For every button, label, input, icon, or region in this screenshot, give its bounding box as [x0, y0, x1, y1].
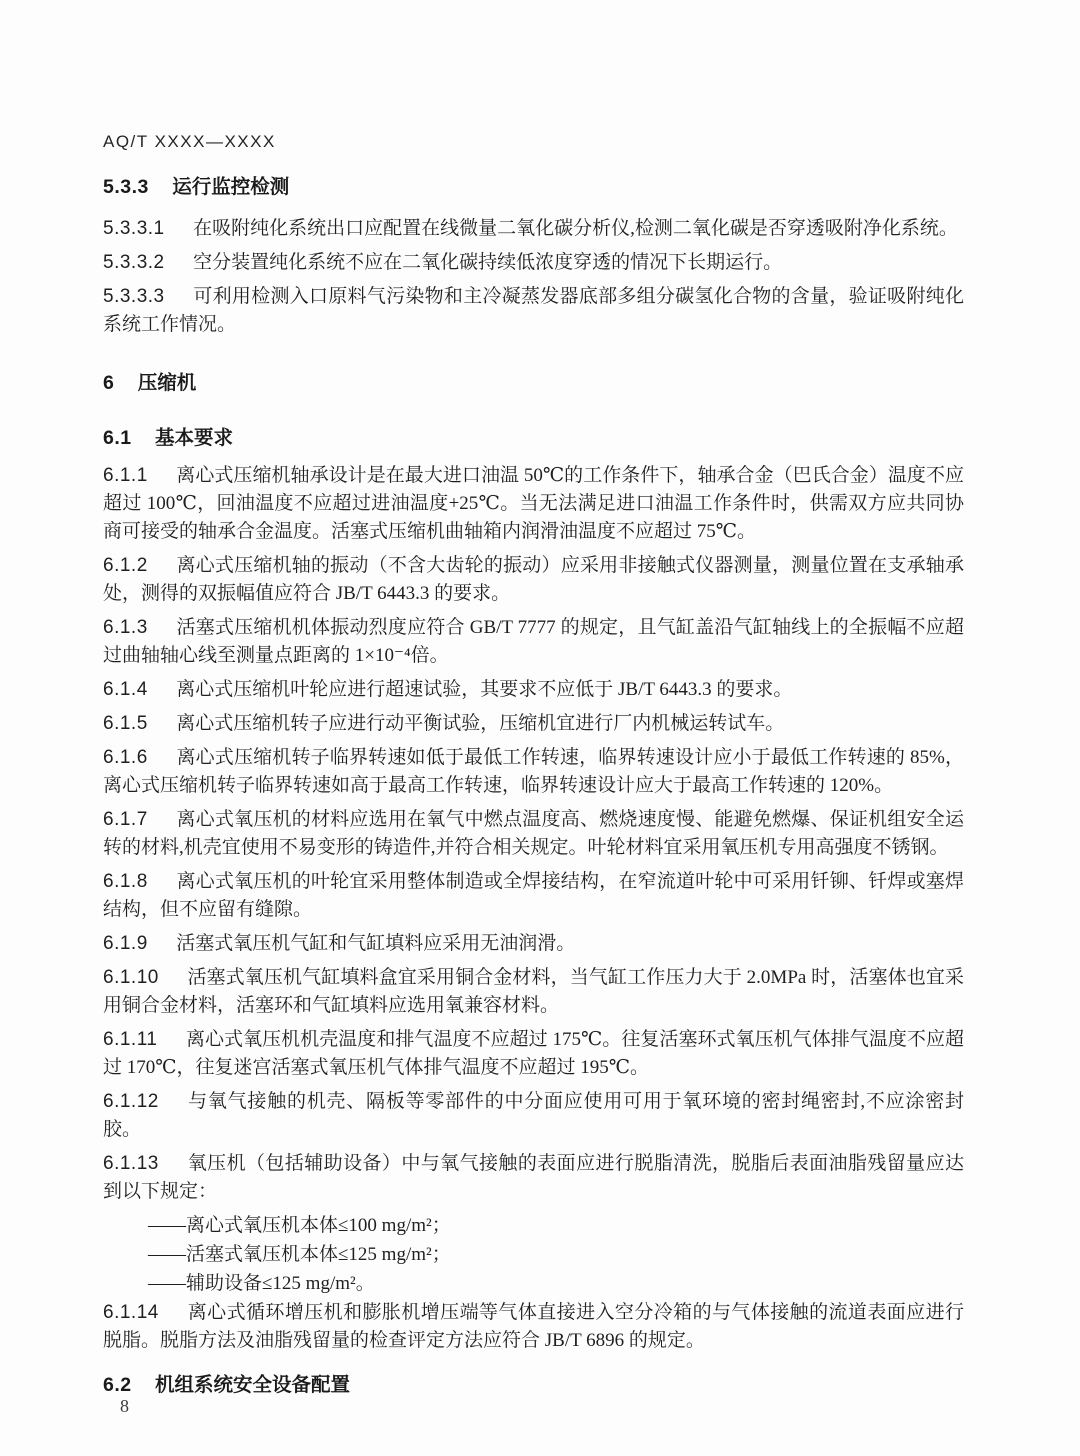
clause-6-1-3 — [103, 614, 964, 670]
clause-5-3-3-1 — [103, 215, 964, 243]
clause-number: 6.1.7 — [103, 809, 148, 830]
clause-number: 5.3.3.1 — [103, 218, 165, 239]
heading-text: 运行监控检测 — [172, 176, 290, 198]
list-item-auxiliary-limit — [103, 1270, 964, 1298]
clause-text: 氧压机（包括辅助设备）中与氧气接触的表面应进行脱脂清洗，脱脂后表面油脂残留量应达到以下规定： — [103, 1153, 964, 1202]
clause-6-1-1 — [103, 462, 964, 546]
clause-6-1-10 — [103, 964, 964, 1020]
clause-number: 6.1.3 — [103, 617, 148, 638]
clause-number: 5.3.3.3 — [103, 286, 165, 307]
clause-5-3-3-3 — [103, 283, 964, 339]
clause-text: 离心式压缩机轴的振动（不含大齿轮的振动）应采用非接触式仪器测量，测量位置在支承轴承处，测得的双振幅值应符合 JB/T 6443.3 的要求。 — [103, 555, 964, 604]
clause-text: 可利用检测入口原料气污染物和主冷凝蒸发器底部多组分碳氢化合物的含量，验证吸附纯化系统工作情况。 — [103, 286, 964, 335]
clause-5-3-3-2 — [103, 249, 964, 277]
document-header: AQ/T XXXX—XXXX — [103, 132, 276, 151]
clause-number: 6.1.11 — [103, 1029, 158, 1050]
clause-number: 6.1.14 — [103, 1302, 159, 1323]
clause-6-1-2 — [103, 552, 964, 608]
section-heading-6-2 — [103, 1371, 964, 1399]
clause-number: 6.1.1 — [103, 465, 148, 486]
clause-6-1-13 — [103, 1150, 964, 1206]
clause-6-1-5 — [103, 710, 964, 738]
clause-number: 6.1.2 — [103, 555, 148, 576]
clause-number: 6.1 — [103, 427, 132, 449]
clause-number: 6.1.5 — [103, 713, 148, 734]
clause-number: 6.1.8 — [103, 871, 148, 892]
clause-number: 6.1.13 — [103, 1153, 159, 1174]
clause-6-1-9 — [103, 930, 964, 958]
heading-text: 压缩机 — [137, 372, 197, 394]
clause-6-1-4 — [103, 676, 964, 704]
list-item-text: ——离心式氧压机本体≤100 mg/m²； — [148, 1215, 451, 1236]
clause-text: 离心式氧压机机壳温度和排气温度不应超过 175℃。往复活塞环式氧压机气体排气温度不应超过 170℃，往复迷宫活塞式氧压机气体排气温度不应超过 195℃。 — [103, 1029, 964, 1078]
clause-number: 6.1.6 — [103, 747, 148, 768]
clause-text: 离心式氧压机的材料应选用在氧气中燃点温度高、燃烧速度慢、能避免燃爆、保证机组安全运转的材料,机壳宜使用不易变形的铸造件,并符合相关规定。叶轮材料宜采用氧压机专用高强度不锈钢。 — [103, 809, 964, 858]
clause-text: 离心式压缩机轴承设计是在最大进口油温 50℃的工作条件下，轴承合金（巴氏合金）温度不应超过 100℃，回油温度不应超过进油温度+25℃。当无法满足进口油温工作条件时，供需双方应共同协商可接受的轴承合金温度。活塞式压缩机曲轴箱内润滑油温度不应超过 75℃。 — [103, 465, 964, 542]
clause-text: 活塞式氧压机气缸和气缸填料应采用无油润滑。 — [176, 933, 576, 954]
clause-6-1-7 — [103, 806, 964, 862]
clause-text: 活塞式氧压机气缸填料盒宜采用铜合金材料，当气缸工作压力大于 2.0MPa 时，活塞体也宜采用铜合金材料，活塞环和气缸填料应选用氧兼容材料。 — [103, 967, 964, 1016]
clause-6-1-6 — [103, 744, 964, 800]
list-item-centrifugal-limit — [103, 1212, 964, 1240]
heading-text: 基本要求 — [155, 427, 234, 449]
clause-text: 离心式氧压机的叶轮宜采用整体制造或全焊接结构，在窄流道叶轮中可采用钎铆、钎焊或塞焊结构，但不应留有缝隙。 — [103, 871, 964, 920]
clause-text: 离心式压缩机转子应进行动平衡试验，压缩机宜进行厂内机械运转试车。 — [176, 713, 785, 734]
clause-number: 6.1.12 — [103, 1091, 159, 1112]
clause-number: 6 — [103, 372, 115, 394]
clause-number: 6.1.10 — [103, 967, 159, 988]
list-item-text: ——活塞式氧压机本体≤125 mg/m²； — [148, 1244, 451, 1265]
clause-6-1-8 — [103, 868, 964, 924]
clause-text: 空分装置纯化系统不应在二氧化碳持续低浓度穿透的情况下长期运行。 — [193, 252, 783, 273]
section-heading-6-1 — [103, 424, 964, 452]
heading-text: 机组系统安全设备配置 — [155, 1374, 351, 1396]
page-number: 8 — [120, 1396, 129, 1416]
chapter-heading-6 — [103, 369, 964, 397]
clause-text: 在吸附纯化系统出口应配置在线微量二氧化碳分析仪,检测二氧化碳是否穿透吸附净化系统。 — [193, 218, 958, 239]
clause-6-1-12 — [103, 1088, 964, 1144]
clause-text: 离心式循环增压机和膨胀机增压端等气体直接进入空分冷箱的与气体接触的流道表面应进行脱脂。脱脂方法及油脂残留量的检查评定方法应符合 JB/T 6896 的规定。 — [103, 1302, 964, 1351]
clause-6-1-14 — [103, 1299, 964, 1355]
clause-text: 与氧气接触的机壳、隔板等零部件的中分面应使用可用于氧环境的密封绳密封,不应涂密封胶。 — [103, 1091, 964, 1140]
clause-text: 活塞式压缩机机体振动烈度应符合 GB/T 7777 的规定，且气缸盖沿气缸轴线上的全振幅不应超过曲轴轴心线至测量点距离的 1×10⁻⁴倍。 — [103, 617, 964, 666]
clause-number: 6.1.9 — [103, 933, 148, 954]
clause-number: 5.3.3 — [103, 176, 149, 198]
list-item-piston-limit — [103, 1241, 964, 1269]
clause-number: 5.3.3.2 — [103, 252, 165, 273]
clause-text: 离心式压缩机转子临界转速如低于最低工作转速，临界转速设计应小于最低工作转速的 85%，离心式压缩机转子临界转速如高于最高工作转速，临界转速设计应大于最高工作转速的 120%。 — [103, 747, 964, 796]
section-heading-5-3-3 — [103, 173, 964, 201]
clause-6-1-11 — [103, 1026, 964, 1082]
list-item-text: ——辅助设备≤125 mg/m²。 — [148, 1273, 375, 1294]
clause-number: 6.1.4 — [103, 679, 148, 700]
clause-number: 6.2 — [103, 1374, 132, 1396]
clause-text: 离心式压缩机叶轮应进行超速试验，其要求不应低于 JB/T 6443.3 的要求。 — [176, 679, 793, 700]
